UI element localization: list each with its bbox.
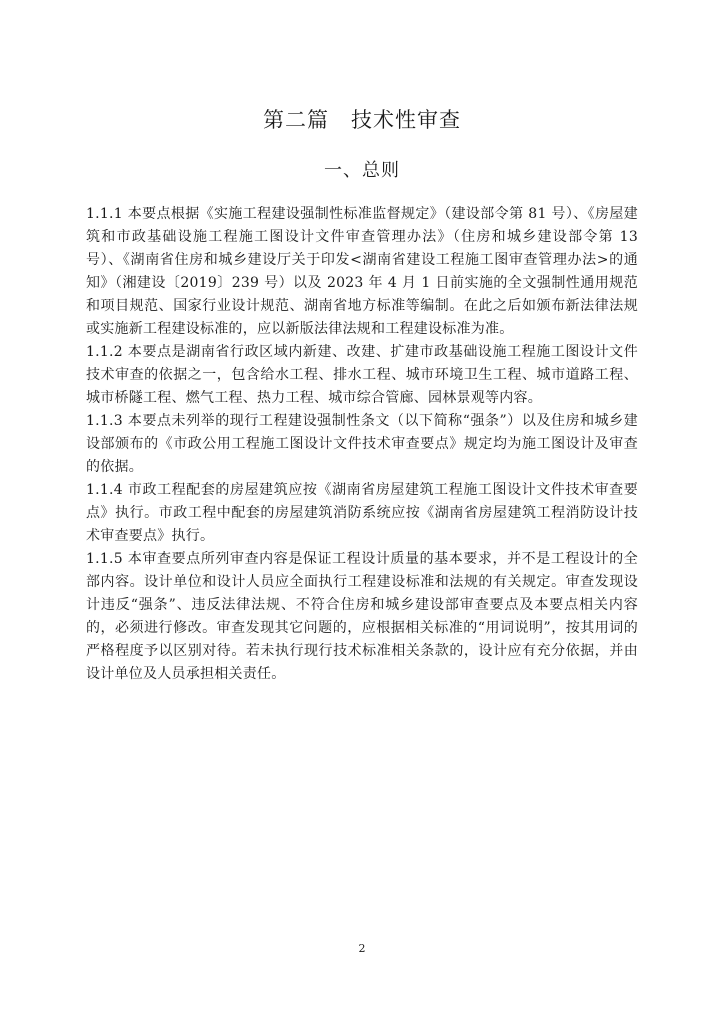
section-title: 一、总则	[324, 160, 400, 181]
clause-1-1-1: 1.1.1 本要点根据《实施工程建设强制性标准监督规定》（建设部令第 81 号）、《房屋建筑和市政基础设施工程施工图设计文件审查管理办法》（住房和城乡建设部令第 13 号）、《湖南省住房和城乡建设厅关于印发<湖南省建设工程施工图审查管理办法>的通知》（湘建设〔2019〕239 号）以及 2023 年 4 月 1 日前实施的全文强制性通用规范和项目规范、国家行业设计规范、湖南省地方标准等编制。在此之后如颁布新法律法规或实施新工程建设标准的，应以新版法律法规和工程建设标准为准。	[86, 206, 638, 337]
clause-1-1-3: 1.1.3 本要点未列举的现行工程建设强制性条文（以下简称“强条”）以及住房和城乡建设部颁布的《市政公用工程施工图设计文件技术审查要点》规定均为施工图设计及审查的依据。	[86, 413, 638, 475]
part-title: 第二篇 技术性审查	[263, 108, 461, 132]
page-number: 2	[358, 942, 366, 955]
general-provisions-body	[86, 203, 638, 686]
clause-1-1-4: 1.1.4 市政工程配套的房屋建筑应按《湖南省房屋建筑工程施工图设计文件技术审查要点》执行。市政工程中配套的房屋建筑消防系统应按《湖南省房屋建筑工程消防设计技术审查要点》执行。	[86, 482, 638, 544]
clause-1-1-5: 1.1.5 本审查要点所列审查内容是保证工程设计质量的基本要求，并不是工程设计的全部内容。设计单位和设计人员应全面执行工程建设标准和法规的有关规定。审查发现设计违反“强条”、违反法律法规、不符合住房和城乡建设部审查要点及本要点相关内容的，必须进行修改。审查发现其它问题的，应根据相关标准的“用词说明”，按其用词的严格程度予以区别对待。若未执行现行技术标准相关条款的，设计应有充分依据，并由设计单位及人员承担相关责任。	[86, 551, 638, 682]
clause-1-1-2: 1.1.2 本要点是湖南省行政区域内新建、改建、扩建市政基础设施工程施工图设计文件技术审查的依据之一，包含给水工程、排水工程、城市环境卫生工程、城市道路工程、城市桥隧工程、燃气工程、热力工程、城市综合管廊、园林景观等内容。	[86, 344, 638, 406]
